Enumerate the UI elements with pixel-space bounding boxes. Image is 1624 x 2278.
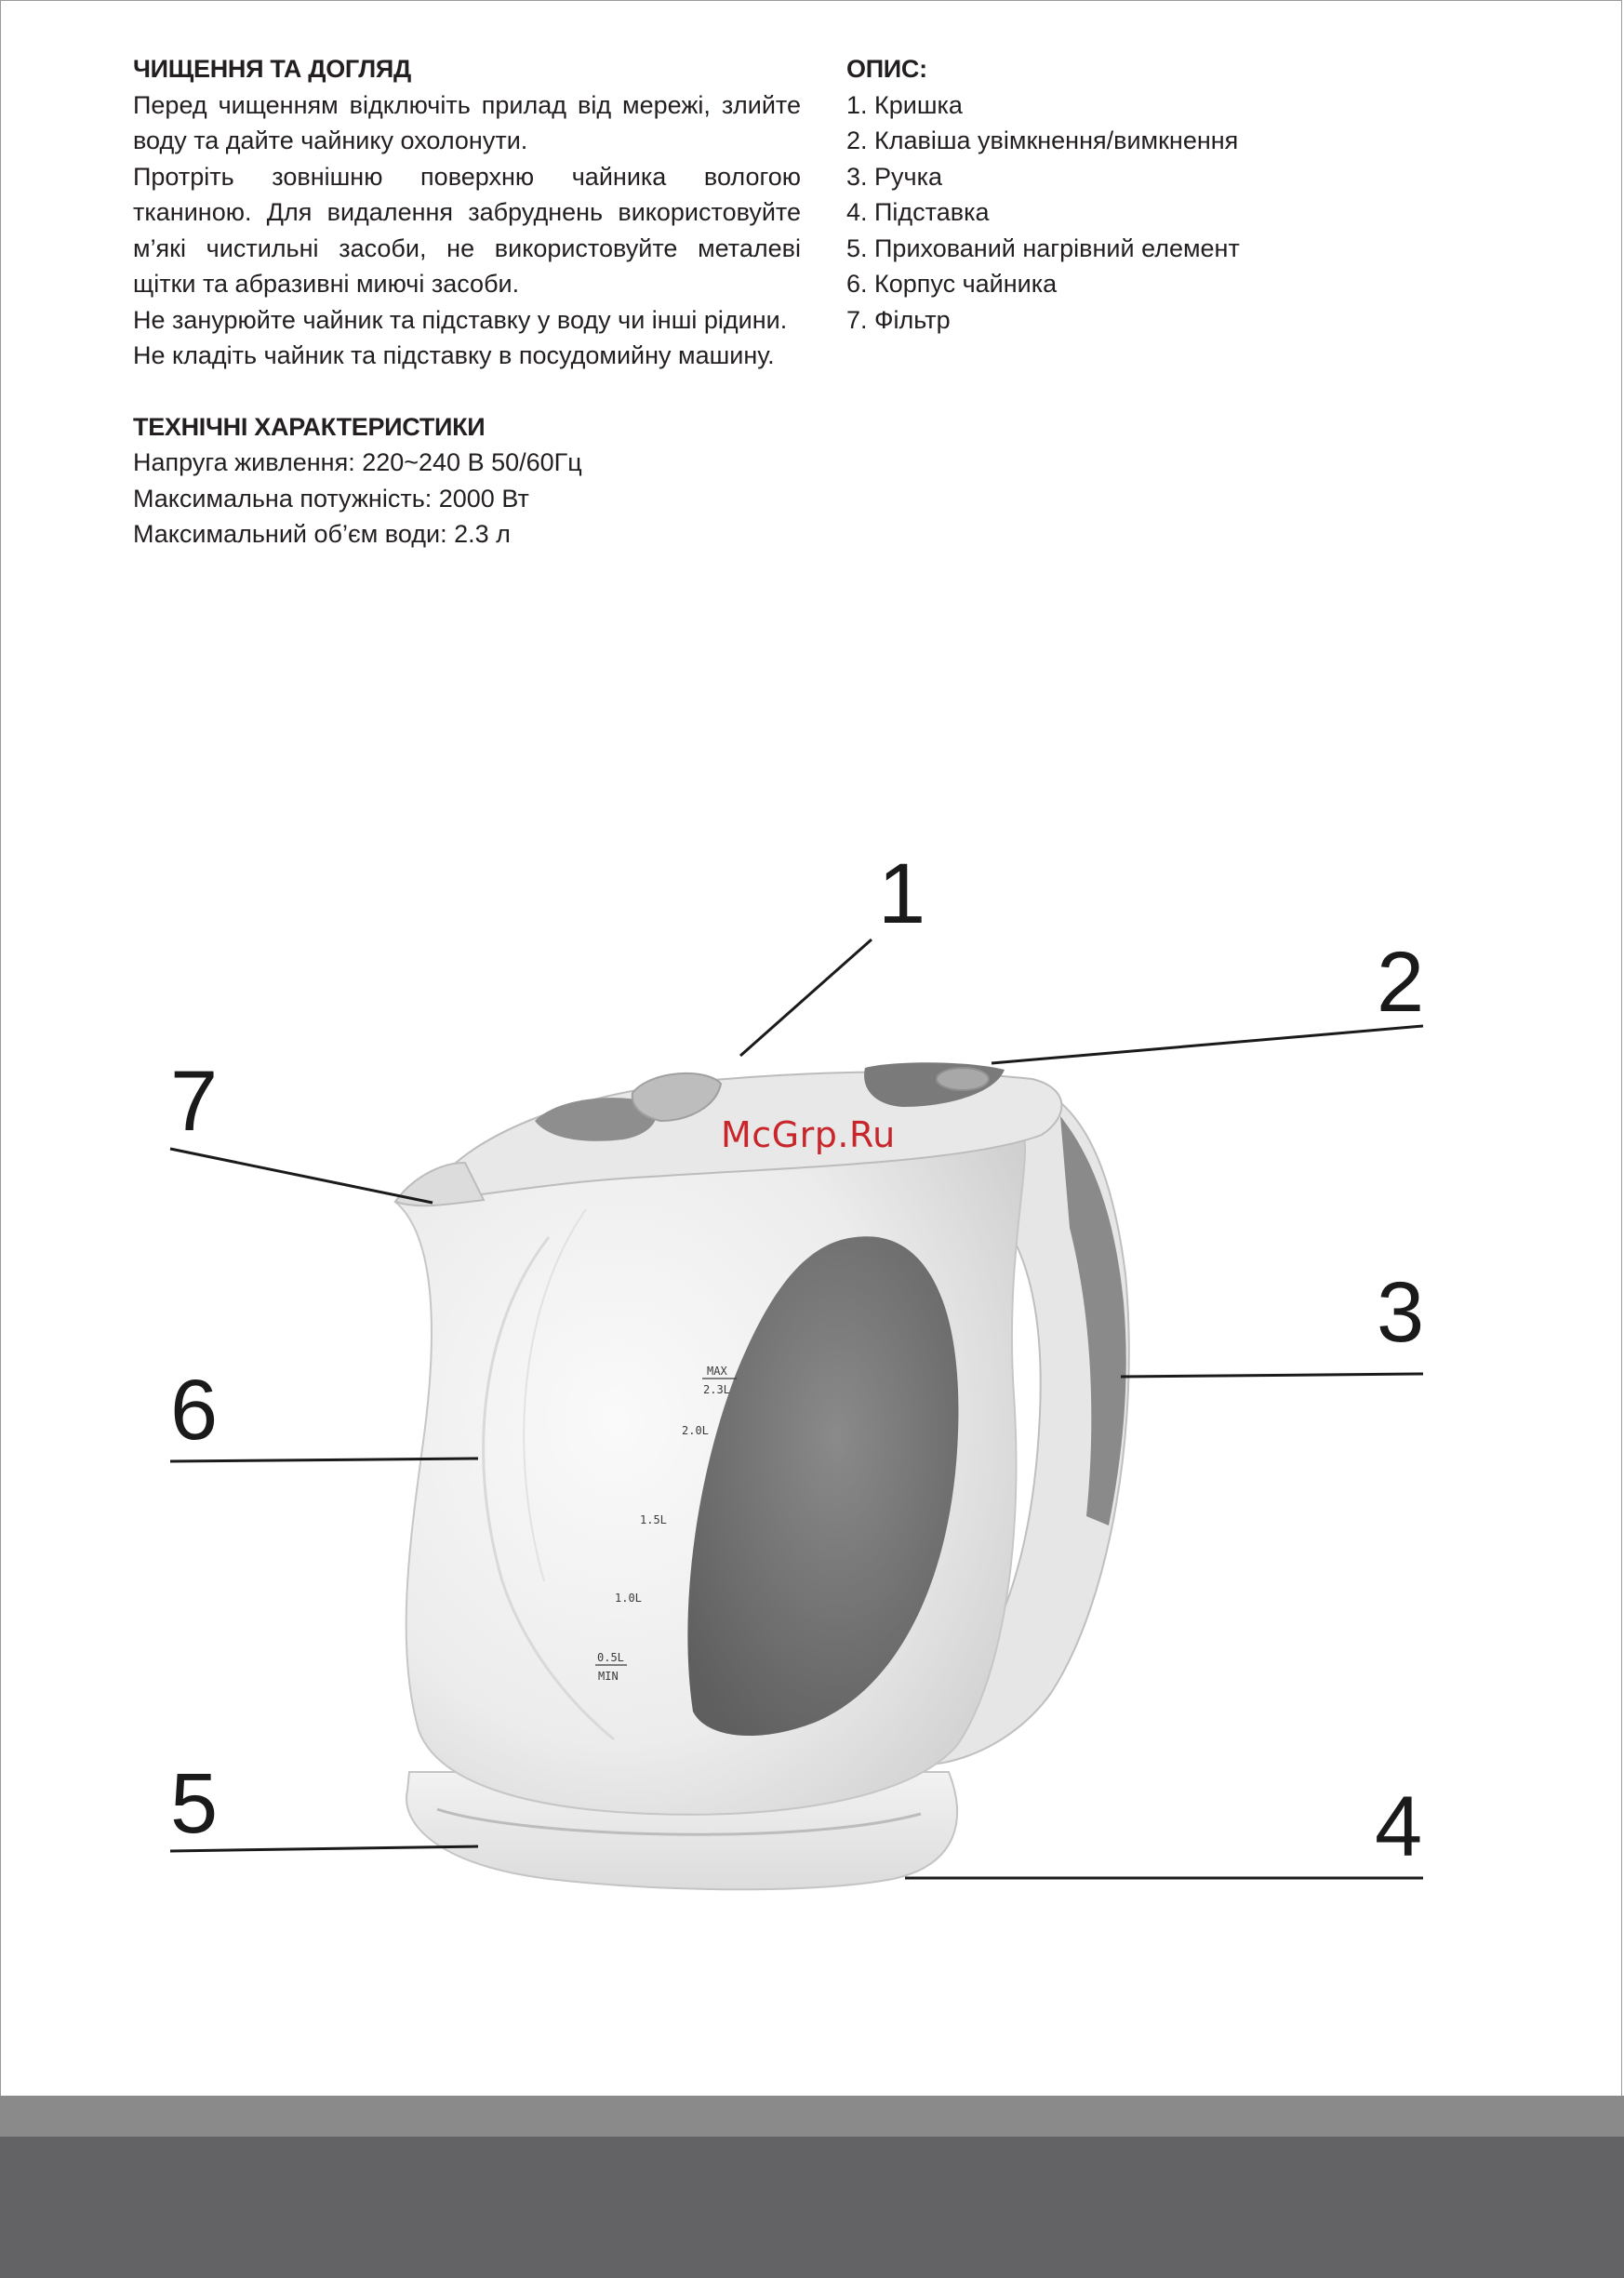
description-item-handle: 3. Ручка [846,162,943,191]
cleaning-heading: ЧИЩЕННЯ ТА ДОГЛЯД [133,55,411,83]
leader-line-1 [740,939,872,1056]
callout-6: 6 [170,1363,219,1458]
footer-band-dark [0,2137,1624,2278]
scale-mark: 2.0L [682,1424,709,1437]
scale-max-label: MAX [707,1365,727,1378]
leader-line-2 [992,1026,1423,1063]
leader-line-7 [170,1149,433,1203]
footer-band-light [0,2096,1624,2137]
callout-3: 3 [1377,1265,1425,1360]
cleaning-paragraph: Не кладіть чайник та підставку в посудомийну машину. [133,341,775,369]
callout-4: 4 [1375,1779,1423,1874]
spec-power: Максимальна потужність: 2000 Вт [133,484,529,513]
leader-line-3 [1121,1374,1423,1377]
watermark: McGrp.Ru [721,1114,896,1155]
scale-mark: 1.0L [615,1592,642,1605]
spec-volume: Максимальний об’єм води: 2.3 л [133,520,511,548]
callout-1: 1 [878,846,926,941]
callout-2: 2 [1377,935,1425,1030]
right-column [846,51,1442,338]
scale-mark: 1.5L [640,1513,667,1526]
left-column [133,51,801,553]
cleaning-paragraph: Протріть зовнішню поверхню чайника вологою тканиною. Для видалення забруднень використовуйте м’які чистильні засоби, не використовуйте металеві щітки та абразивні миючі засоби. [133,162,801,298]
spec-voltage: Напруга живлення: 220~240 В 50/60Гц [133,448,582,476]
description-item-heating-element: 5. Прихований нагрівний елемент [846,233,1240,262]
description-item-base: 4. Підставка [846,198,990,226]
cleaning-paragraph: Перед чищенням відключіть прилад від мережі, злийте воду та дайте чайнику охолонути. [133,90,801,154]
callout-7: 7 [170,1054,219,1149]
specs-heading: ТЕХНІЧНІ ХАРАКТЕРИСТИКИ [133,412,486,441]
description-item-switch: 2. Клавіша увімкнення/вимкнення [846,127,1239,154]
description-item-body: 6. Корпус чайника [846,270,1058,298]
description-item-lid: 1. Кришка [846,90,963,119]
scale-min-value: 0.5L [597,1651,624,1664]
callout-5: 5 [170,1756,219,1851]
scale-max-value: 2.3L [703,1383,730,1396]
cleaning-paragraph: Не занурюйте чайник та підставку у воду чи інші рідини. [133,305,788,334]
description-heading: ОПИС: [846,55,927,83]
description-item-filter: 7. Фільтр [846,305,951,334]
scale-min-label: MIN [598,1670,619,1683]
